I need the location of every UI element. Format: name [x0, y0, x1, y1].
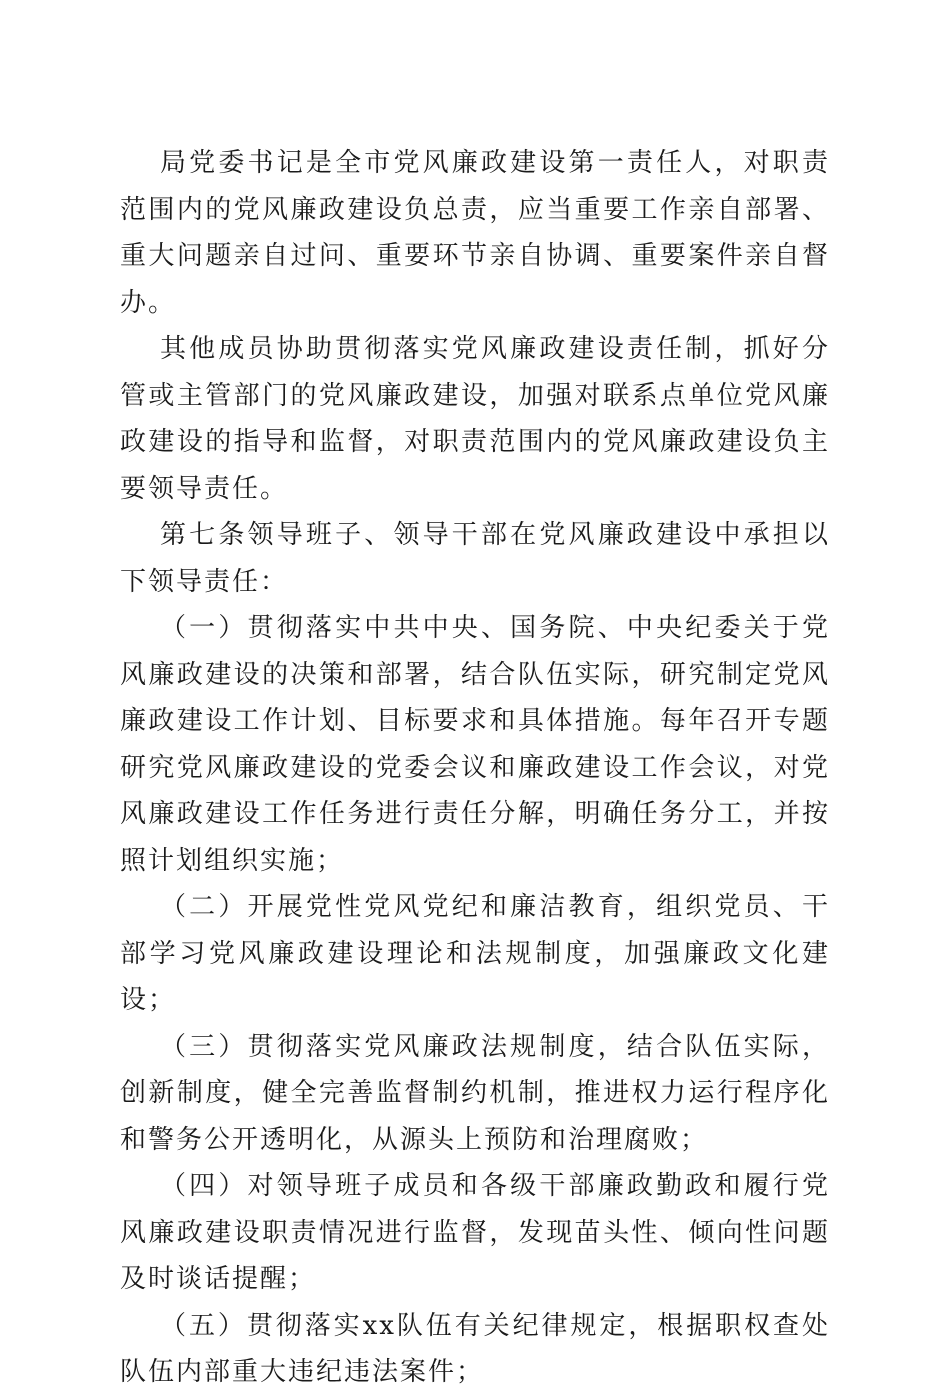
- paragraph-item-four: （四）对领导班子成员和各级干部廉政勤政和履行党风廉政建设职责情况进行监督，发现苗头性、倾向性问题及时谈话提醒；: [120, 1171, 830, 1294]
- paragraph-item-two: （二）开展党性党风党纪和廉洁教育，组织党员、干部学习党风廉政建设理论和法规制度，加强廉政文化建设；: [120, 892, 830, 1015]
- paragraph-article-seven: 第七条领导班子、领导干部在党风廉政建设中承担以下领导责任：: [120, 520, 830, 597]
- paragraph-item-three: （三）贯彻落实党风廉政法规制度，结合队伍实际，创新制度，健全完善监督制约机制，推进权力运行程序化和警务公开透明化，从源头上预防和治理腐败；: [120, 1031, 830, 1155]
- paragraph-item-five: （五）贯彻落实xx队伍有关纪律规定，根据职权查处队伍内部重大违纪违法案件；: [120, 1310, 830, 1387]
- paragraph-item-one: （一）贯彻落实中共中央、国务院、中央纪委关于党风廉政建设的决策和部署，结合队伍实际，研究制定党风廉政建设工作计划、目标要求和具体措施。每年召开专题研究党风廉政建设的党委会议和廉政建设工作会议，对党风廉政建设工作任务进行责任分解，明确任务分工，并按照计划组织实施；: [120, 613, 830, 876]
- paragraph-secretary-responsibility: 局党委书记是全市党风廉政建设第一责任人，对职责范围内的党风廉政建设负总责，应当重要工作亲自部署、重大问题亲自过问、重要环节亲自协调、重要案件亲自督办。: [120, 148, 830, 318]
- document-body: [120, 140, 830, 1396]
- paragraph-other-members: 其他成员协助贯彻落实党风廉政建设责任制，抓好分管或主管部门的党风廉政建设，加强对联系点单位党风廉政建设的指导和监督，对职责范围内的党风廉政建设负主要领导责任。: [120, 334, 830, 504]
